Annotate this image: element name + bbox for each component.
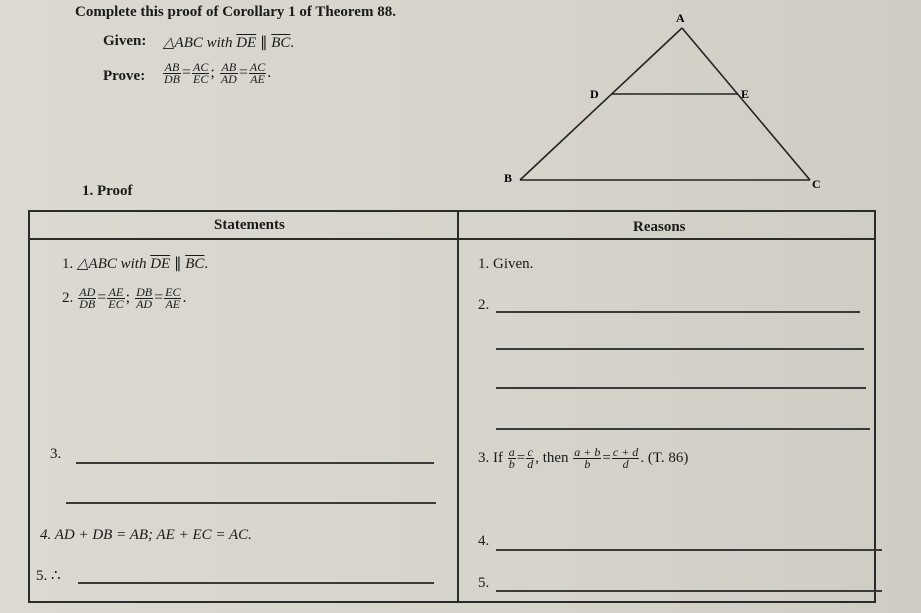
given-statement: △ABC with $\overline{DE}$ ∥ $\overline{BC}$. [163,35,295,51]
statement-5-blank-line[interactable] [78,582,434,584]
reason-5-number: 5. [478,575,490,591]
table-header-divider [28,238,876,240]
statement-3-number: 3. [50,446,62,462]
triangle-figure [500,0,860,200]
given-label: Given: [103,33,147,49]
side-ac [682,28,810,180]
statement-3-blank-line-1[interactable] [76,462,434,464]
table-column-divider [457,210,459,603]
reason-4-number: 4. [478,533,490,549]
reason-5-blank-line[interactable] [496,590,882,592]
vertex-c-label: C [812,177,821,191]
reason-3: 3. If $\frac{a}{b}$ = $\frac{c}{d}$ , then $\frac{a + b}{b}$ = $\frac{c + d}{d}$ . (T. 86) [478,445,689,471]
prove-label: Prove: [103,68,146,84]
reason-1: 1. Given. [478,256,534,272]
reason-2-blank-line-3[interactable] [496,387,866,389]
vertex-a-label: A [676,11,685,25]
statement-5-number: 5. ∴ [36,568,61,584]
vertex-e-label: E [741,87,750,101]
proof-section-label: 1. Proof [82,183,133,199]
reasons-header: Reasons [633,219,686,235]
statement-3-blank-line-2[interactable] [66,502,436,504]
statement-2: 2. $\frac{AD}{DB}$ = $\frac{AE}{EC}$ ; $\frac{DB}{AD}$ = $\frac{EC}{AE}$ . [62,285,187,311]
reason-2-blank-line-2[interactable] [496,348,864,350]
reason-2-number: 2. [478,297,490,313]
statements-header: Statements [214,217,285,233]
vertex-d-label: D [590,87,599,101]
vertex-b-label: B [504,171,513,185]
side-ab [520,28,682,180]
reason-4-blank-line[interactable] [496,549,882,551]
reason-2-blank-line-1[interactable] [496,311,860,313]
page-title: Complete this proof of Corollary 1 of Theorem 88. [75,4,396,20]
reason-2-blank-line-4[interactable] [496,428,870,430]
prove-statement: $\frac{AB}{DB}$ = $\frac{AC}{EC}$ ; $\frac{AB}{AD}$ = $\frac{AC}{AE}$ . [164,60,272,86]
statement-4: 4. AD + DB = AB; AE + EC = AC. [40,527,252,543]
statement-1: 1. △ABC with $\overline{DE}$ ∥ $\overline{BC}$. [62,256,209,272]
